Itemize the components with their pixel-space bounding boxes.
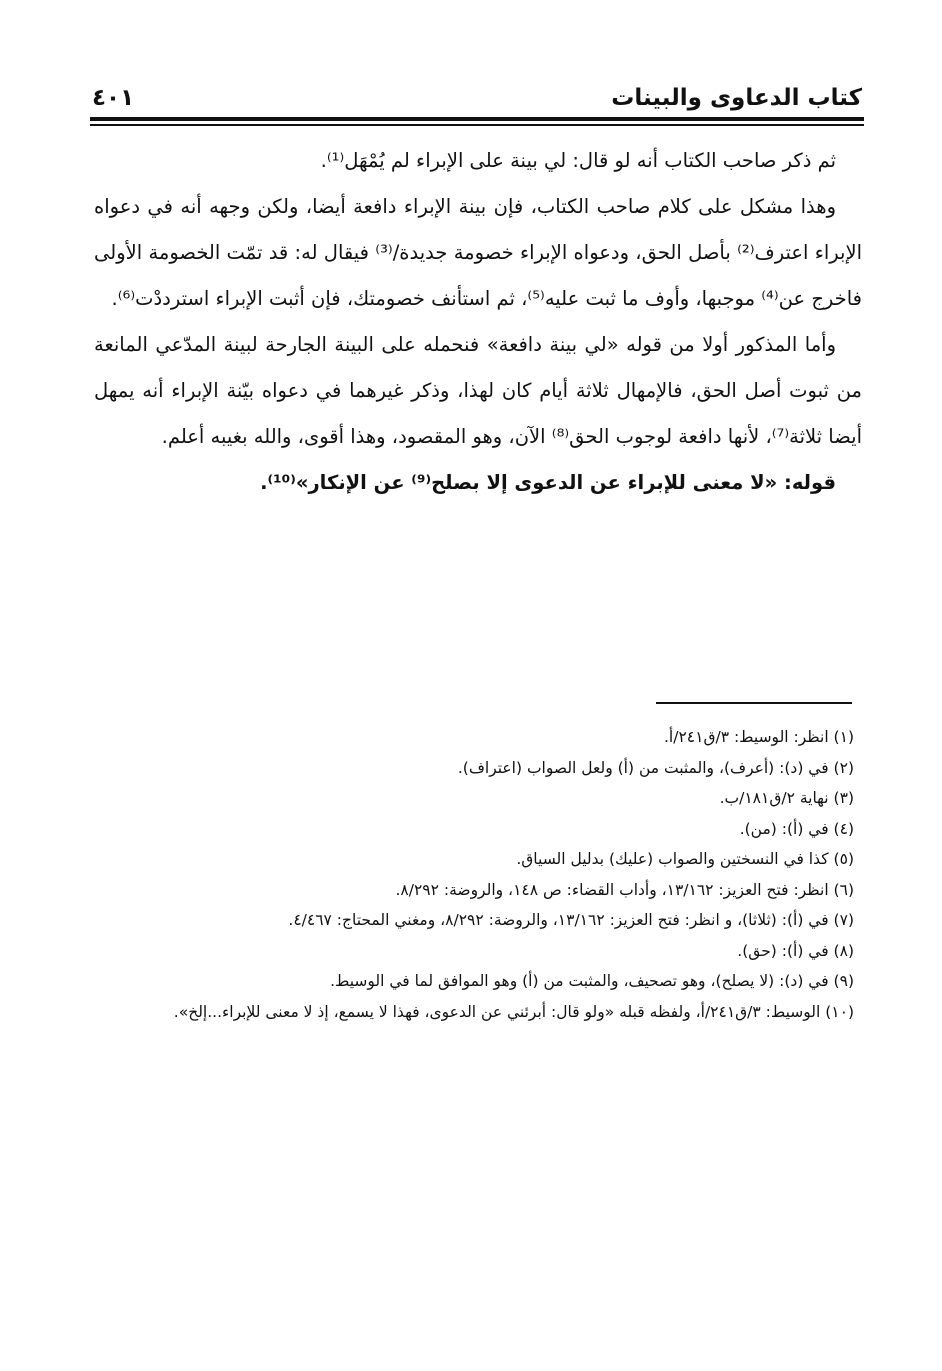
footnote-7: (٧) في (أ): (ثلاثا)، و انظر: فتح العزيز: ١٣/١٦٢، والروضة: ٨/٢٩٢، ومغني المحتاج: ٤/٤٦٧. [288, 911, 854, 929]
header-rule-thin [90, 124, 864, 126]
footnotes [94, 722, 854, 1027]
footnote-10: (١٠) الوسيط: ٣/ق٢٤١/أ، ولفظه قبله «ولو قال: أبرئني عن الدعوى، فهذا لا يسمع، إذ لا معنى للإبراء...إلخ». [173, 1002, 854, 1021]
footnote-3: (٣) نهاية ٢/ق١٨١/ب. [719, 789, 854, 807]
footnote-6: (٦) انظر: فتح العزيز: ١٣/١٦٢، وأداب القضاء: ص ١٤٨، والروضة: ٨/٢٩٢. [395, 880, 854, 899]
running-header [92, 80, 862, 116]
book-section-title: كتاب الدعاوى والبينات [611, 85, 862, 111]
footnote-5: (٥) كذا في النسختين والصواب (عليك) بدليل السياق. [516, 850, 854, 868]
paragraph-1: ثم ذكر صاحب الكتاب أنه لو قال: لي بينة على الإبراء لم يُمْهَل⁽¹⁾. [320, 149, 836, 172]
paragraph-2: وهذا مشكل على كلام صاحب الكتاب، فإن بينة الإبراء دافعة أيضا، ولكن وجهه أنه في دعواه الإبراء اعترف⁽²⁾ بأصل الحق، ودعواه الإبراء خصومة جديدة/⁽³⁾ فيقال له: قد تمّت الخصومة الأولى فاخرج عن⁽⁴⁾ موجبها، وأوف ما ثبت عليه⁽⁵⁾، ثم استأنف خصومتك، فإن أثبت الإبراء استرددْت⁽⁶⁾. [94, 195, 863, 310]
footnote-2: (٢) في (د): (أعرف)، والمثبت من (أ) ولعل الصواب (اعتراف). [457, 758, 854, 777]
paragraph-4-quote: قوله: «لا معنى للإبراء عن الدعوى إلا بصلح⁽⁹⁾ عن الإنكار»⁽¹⁰⁾. [260, 471, 836, 494]
footnote-separator [656, 702, 852, 704]
header-rule-thick [90, 117, 864, 121]
paragraph-3: وأما المذكور أولا من قوله «لي بينة دافعة» فنحمله على البينة الجارحة لبينة المدّعي المانعة من ثبوت أصل الحق، فالإمهال ثلاثة أيام كان لهذا، وذكر غيرهما في دعواه بيّنة الإبراء أنه يمهل أيضا ثلاثة⁽⁷⁾، لأنها دافعة لوجوب الحق⁽⁸⁾ الآن، وهو المقصود، وهذا أقوى، والله بغيبه أعلم. [94, 333, 862, 448]
page-number: ٤٠١ [92, 85, 135, 111]
footnote-1: (١) انظر: الوسيط: ٣/ق٢٤١/أ. [664, 728, 854, 746]
main-text [94, 138, 862, 506]
footnote-9: (٩) في (د): (لا يصلح)، وهو تصحيف، والمثبت من (أ) وهو الموافق لما في الوسيط. [330, 972, 854, 990]
footnote-8: (٨) في (أ): (حق). [737, 941, 854, 960]
footnote-4: (٤) في (أ): (من). [739, 819, 854, 838]
